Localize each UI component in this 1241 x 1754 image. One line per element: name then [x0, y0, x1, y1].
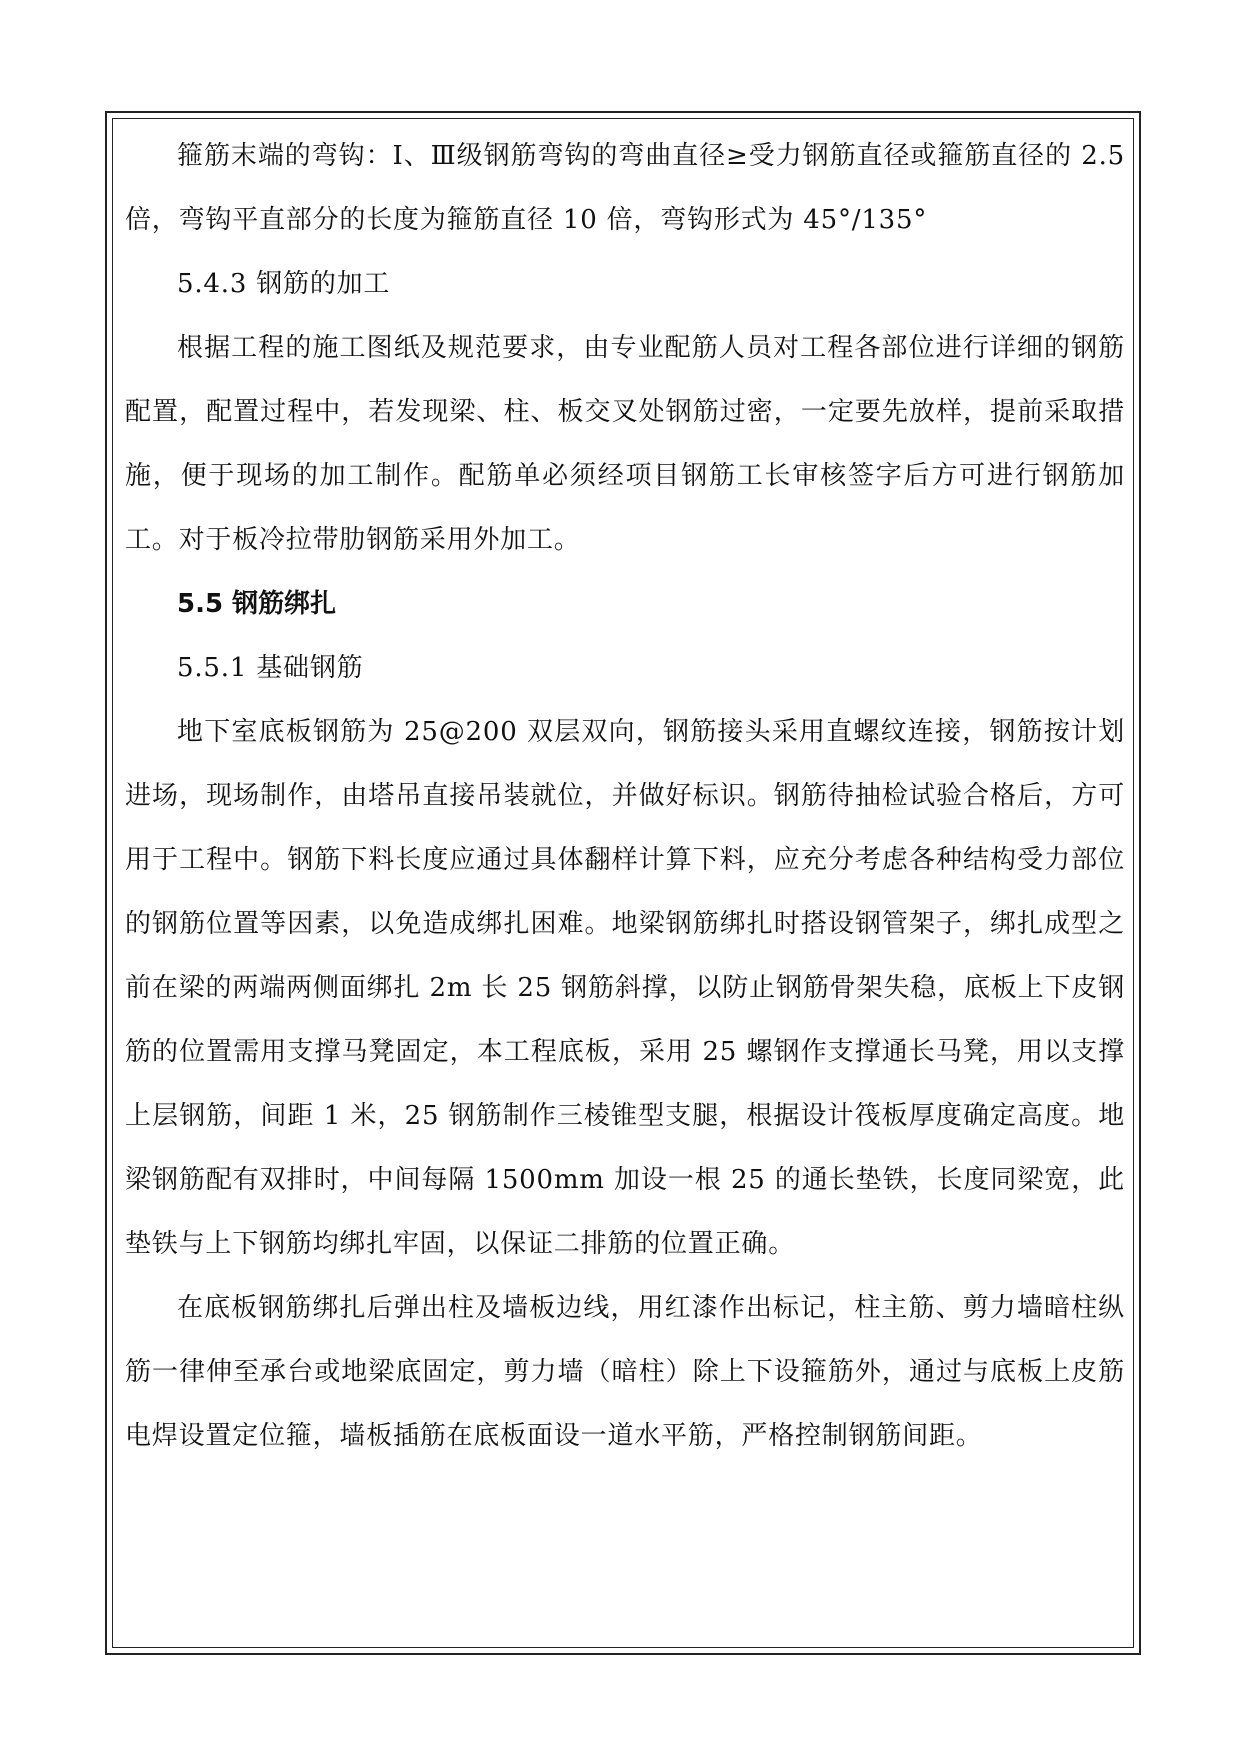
paragraph-column-wall-rebar: 在底板钢筋绑扎后弹出柱及墙板边线，用红漆作出标记，柱主筋、剪力墙暗柱纵筋一律伸至承台或地梁底固定，剪力墙（暗柱）除上下设箍筋外，通过与底板上皮筋电焊设置定位箍，墙板插筋在底板面设一道水平筋，严格控制钢筋间距。 — [125, 1293, 1125, 1451]
section-5-5-title: 5.5 钢筋绑扎 — [177, 589, 337, 619]
section-5-4-3-title: 5.4.3 钢筋的加工 — [177, 269, 391, 299]
section-5-5-1-title: 5.5.1 基础钢筋 — [177, 653, 364, 683]
paragraph-foundation-rebar: 地下室底板钢筋为 25@200 双层双向，钢筋接头采用直螺纹连接，钢筋按计划进场，现场制作，由塔吊直接吊装就位，并做好标识。钢筋待抽检试验合格后，方可用于工程中。钢筋下料长度应通过具体翻样计算下料，应充分考虑各种结构受力部位的钢筋位置等因素，以免造成绑扎困难。地梁钢筋绑扎时搭设钢管架子，绑扎成型之前在梁的两端两侧面绑扎 2m 长 25 钢筋斜撑，以防止钢筋骨架失稳，底板上下皮钢筋的位置需用支撑马凳固定，本工程底板，采用 25 螺钢作支撑通长马凳，用以支撑上层钢筋，间距 1 米，25 钢筋制作三棱锥型支腿，根据设计筏板厚度确定高度。地梁钢筋配有双排时，中间每隔 1500mm 加设一根 25 的通长垫铁，长度同梁宽，此垫铁与上下钢筋均绑扎牢固，以保证二排筋的位置正确。 — [125, 717, 1125, 1259]
paragraph-rebar-processing: 根据工程的施工图纸及规范要求，由专业配筋人员对工程各部位进行详细的钢筋配置，配置过程中，若发现梁、柱、板交叉处钢筋过密，一定要先放样，提前采取措施，便于现场的加工制作。配筋单必须经项目钢筋工长审核签字后方可进行钢筋加工。对于板冷拉带肋钢筋采用外加工。 — [125, 333, 1125, 555]
document-body — [125, 124, 1125, 1468]
paragraph-stirrup-hook: 箍筋末端的弯钩：Ⅰ、Ⅲ级钢筋弯钩的弯曲直径≥受力钢筋直径或箍筋直径的 2.5 倍，弯钩平直部分的长度为箍筋直径 10 倍，弯钩形式为 45°/135° — [125, 141, 1125, 235]
